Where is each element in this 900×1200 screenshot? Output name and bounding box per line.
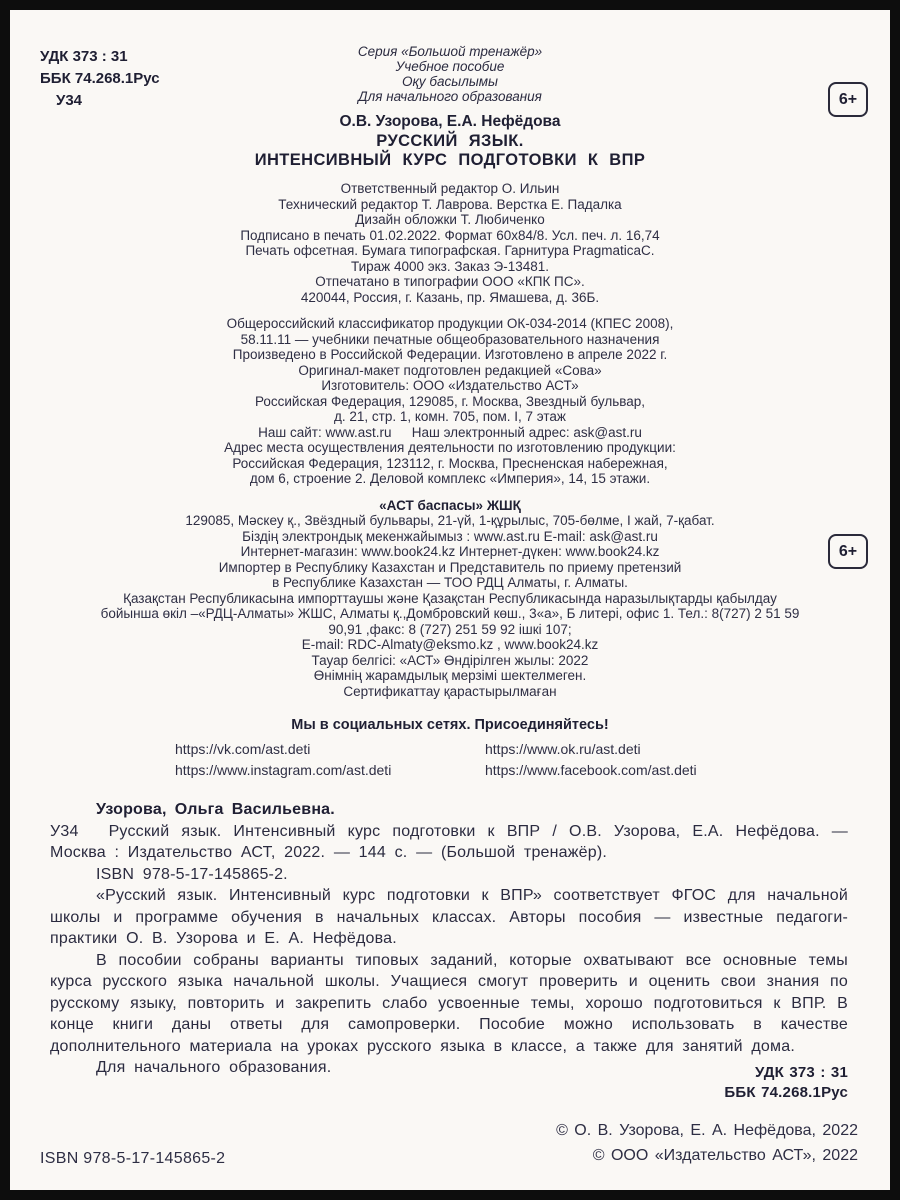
imprint-line: Отпечатано в типографии ООО «КПК ПС». (315, 274, 585, 289)
bbk-code: ББК 74.268.1Рус (40, 70, 160, 87)
book-title-line1: РУССКИЙ ЯЗЫК. (376, 132, 524, 150)
isbn-number: ISBN 978-5-17-145865-2 (40, 1150, 226, 1167)
catalog-isbn: ISBN 978-5-17-145865-2. (96, 865, 288, 883)
catalog-card (50, 799, 848, 1101)
production-line: дом 6, строение 2. Деловой комплекс «Империя», 14, 15 этажи. (249, 471, 651, 486)
imprint-line: Технический редактор Т. Лаврова. Верстка Е. Падалка (278, 196, 622, 212)
kazakh-line: Біздің электрондық мекенжайымыз : www.ast.ru E-mail: ask@ast.ru (242, 528, 658, 544)
kazakh-line: Сертификаттау қарастырылмаған (343, 683, 557, 699)
udk-code: УДК 373 : 31 (40, 48, 128, 65)
footer (40, 1118, 858, 1168)
udk-code-bottom: УДК 373 : 31 (754, 1063, 848, 1081)
social-heading: Мы в социальных сетях. Присоединяйтесь! (291, 717, 609, 733)
annotation-paragraph-2: В пособии собраны варианты типовых заданий, которые охватывают все основные темы курса русского языка начальной школы. Учащиеся смогут проверить и оценить свои знания по русскому языку, повторить и закрепить слабо усвоенные темы, хорошо подготовиться к ВПР. В конце книги даны ответы для самопроверки. Пособие можно использовать в качестве дополнительного материала на уроках русского языка в классе, а также для занятий дома. (50, 951, 848, 1055)
imprint-line: Ответственный редактор О. Ильин (340, 181, 560, 196)
kazakh-line: Қазақстан Республикасына импорттаушы және Қазақстан Республикасында наразылықтарды қабылдау (123, 590, 777, 606)
kazakh-line: Өнімнің жарамдылық мерзімі шектелмеген. (313, 668, 587, 683)
bbk-code-bottom: ББК 74.268.1Рус (724, 1083, 848, 1101)
catalog-author: Узорова, Ольга Васильевна. (96, 801, 335, 818)
kazakh-line: Импортер в Республику Казахстан и Представитель по приему претензий (218, 559, 682, 575)
book-title-line2: ИНТЕНСИВНЫЙ КУРС ПОДГОТОВКИ К ВПР (254, 151, 646, 169)
production-line: Адрес места осуществления деятельности по изготовлению продукции: (224, 440, 676, 455)
social-link: https://www.instagram.com/ast.deti (175, 762, 392, 778)
age-rating-badge (828, 82, 868, 117)
social-link: https://www.ok.ru/ast.deti (485, 741, 641, 757)
production-line: Российская Федерация, 129085, г. Москва, Звездный бульвар, (254, 393, 646, 409)
production-line: Произведено в Российской Федерации. Изготовлено в апреле 2022 г. (232, 347, 668, 362)
imprint-line: 420044, Россия, г. Казань, пр. Ямашева, д. 36Б. (300, 289, 600, 305)
audience-line: Для начального образования. (96, 1059, 332, 1076)
production-line: Наш сайт: www.ast.ru Наш электронный адрес: ask@ast.ru (258, 424, 642, 440)
production-line: д. 21, стр. 1, комн. 705, пом. I, 7 этаж (334, 409, 566, 424)
annotation-paragraph-1: «Русский язык. Интенсивный курс подготовки к ВПР» соответствует ФГОС для начальной школы и программе обучения в начальных классах. Авторы пособия — известные педагоги-практики О. В. Узорова и Е. А. Нефёдова. (50, 887, 848, 947)
production-line: Изготовитель: ООО «Издательство АСТ» (321, 378, 579, 393)
kazakh-line: E-mail: RDC-Almaty@eksmo.kz , www.book24.kz (301, 637, 599, 652)
top-classification-codes (40, 46, 160, 112)
social-links-left (175, 739, 415, 781)
kazakh-line: Интернет-магазин: www.book24.kz Интернет-дүкен: www.book24.kz (240, 544, 660, 559)
kazakh-line: Тауар белгісі: «АСТ» Өндірілген жылы: 2022 (311, 652, 589, 668)
bottom-classification-codes (724, 1063, 848, 1103)
kazakh-lines (10, 513, 890, 699)
copyright-block (556, 1118, 858, 1168)
imprint-line: Дизайн обложки Т. Любиченко (355, 212, 545, 227)
copyright-publisher: © ООО «Издательство АСТ», 2022 (592, 1147, 858, 1164)
series-line: Учебное пособие (395, 59, 505, 74)
age-rating-label: 6+ (838, 542, 858, 560)
production-line: 58.11.11 — учебники печатные общеобразовательного назначения (240, 331, 660, 347)
catalog-code: У34 (50, 822, 79, 840)
author-sign-code: У34 (56, 92, 83, 109)
kazakh-publisher-title: «АСТ баспасы» ЖШҚ (379, 497, 521, 513)
catalog-entry (50, 821, 848, 864)
book-authors: О.В. Узорова, Е.А. Нефёдова (339, 113, 561, 130)
kazakh-block (10, 498, 890, 700)
age-rating-badge (828, 534, 868, 569)
copyright-authors: © О. В. Узорова, Е. А. Нефёдова, 2022 (556, 1122, 858, 1139)
catalog-entry-text: Русский язык. Интенсивный курс подготовки к ВПР / О.В. Узорова, Е.А. Нефёдова. — Москва : Издательство АСТ, 2022. — 144 с. — (Большой тренажёр). (50, 822, 848, 861)
kazakh-line: в Республике Казахстан — ТОО РДЦ Алматы, г. Алматы. (272, 575, 628, 590)
imprint-block (10, 181, 890, 305)
series-line: Для начального образования (358, 89, 542, 104)
title-block (10, 112, 890, 170)
imprint-line: Тираж 4000 экз. Заказ Э-13481. (350, 258, 550, 274)
kazakh-line: 129085, Мәскеу қ., Звёздный бульвары, 21-үй, 1-құрылыс, 705-бөлме, I жай, 7-қабат. (185, 513, 715, 528)
production-line: Оригинал-макет подготовлен редакцией «Сова» (298, 362, 602, 378)
production-block (10, 316, 890, 487)
kazakh-line: бойынша өкіл –«РДЦ-Алматы» ЖШС, Алматы қ.,Домбровский көш., 3«а», Б литері, офис 1. Тел.: 8(727) 2 51 59 (100, 606, 800, 621)
series-line: Оқу басылымы (402, 74, 498, 89)
social-links-right (485, 739, 725, 781)
social-link: https://www.facebook.com/ast.deti (485, 762, 697, 778)
imprint-content (10, 10, 890, 781)
imprint-line: Печать офсетная. Бумага типографская. Гарнитура PragmaticaC. (245, 243, 655, 258)
age-rating-label: 6+ (838, 90, 858, 108)
series-line: Серия «Большой тренажёр» (357, 44, 543, 59)
social-links (10, 739, 890, 781)
kazakh-line: 90,91 ,факс: 8 (727) 251 59 92 ішкі 107; (328, 621, 572, 637)
production-line: Общероссийский классификатор продукции ОК-034-2014 (КПЕС 2008), (226, 316, 674, 331)
imprint-line: Подписано в печать 01.02.2022. Формат 60x84/8. Усл. печ. л. 16,74 (240, 227, 660, 243)
social-link: https://vk.com/ast.deti (175, 741, 311, 757)
production-line: Российская Федерация, 123112, г. Москва, Пресненская набережная, (232, 455, 668, 471)
